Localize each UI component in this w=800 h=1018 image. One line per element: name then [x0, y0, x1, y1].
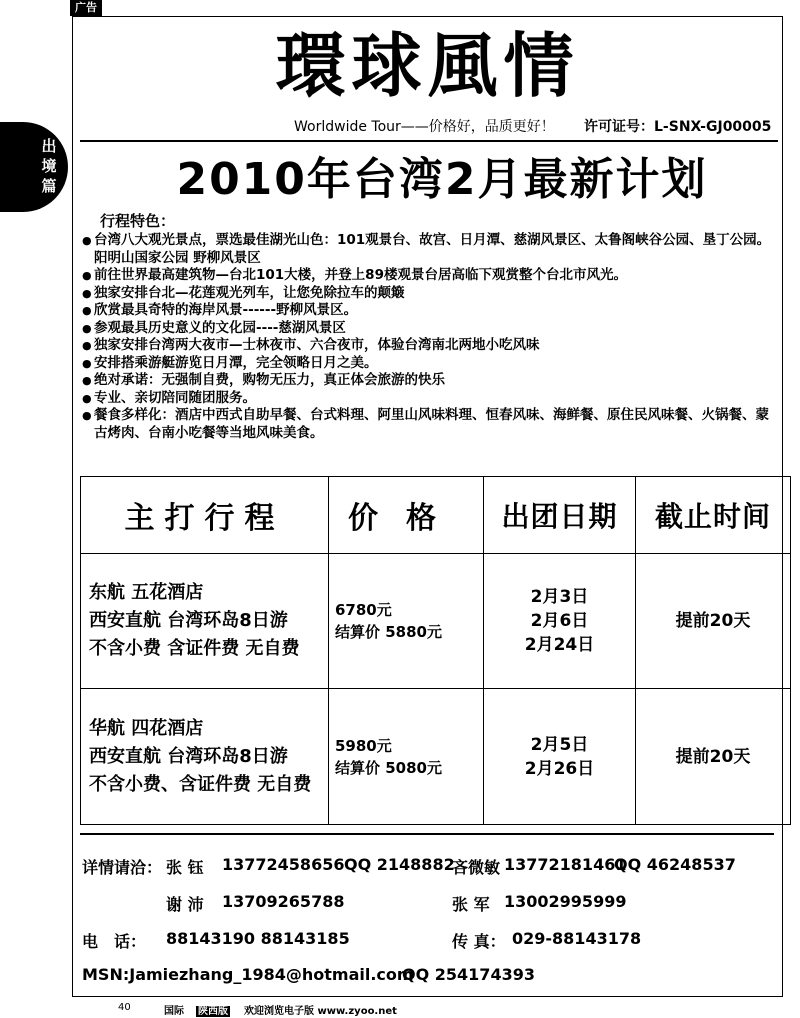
price-value: 5980元 — [335, 736, 392, 755]
settle-price: 结算价 5880元 — [335, 623, 442, 641]
section-tab-label: 出境篇 — [41, 137, 57, 195]
header-price: 价格 — [329, 477, 484, 554]
contact-phone: 13772458656 — [222, 855, 345, 874]
features-title: 行程特色： — [100, 212, 176, 230]
price-cell — [329, 689, 484, 825]
feature-item: ● 独家安排台湾两大夜市—士林夜市、六合夜市，体验台湾南北两地小吃风味 — [82, 337, 782, 355]
fax-label: 传 真： — [452, 932, 506, 951]
route-line: 不含小费 含证件费 无自费 — [89, 638, 300, 659]
tour-table — [80, 476, 791, 825]
price-cell — [329, 554, 484, 689]
settle-price: 结算价 5080元 — [335, 758, 442, 777]
ad-tag: 广告 — [70, 0, 102, 16]
depart-date: 2月6日 — [530, 611, 589, 631]
route-line: 西安直航 台湾环岛8日游 — [89, 745, 288, 767]
feature-item: ● 参观最具历史意义的文化园----慈湖风景区 — [82, 320, 782, 338]
feature-item: ● 绝对承诺：无强制自费，购物无压力，真正体会旅游的快乐 — [82, 372, 782, 390]
contact-name: 谢 沛 — [166, 895, 204, 914]
feature-item: ● 欣赏最具奇特的海岸风景------野柳风景区。 — [82, 302, 782, 320]
page-number: 40 — [118, 1002, 131, 1013]
tel-label: 电 话： — [82, 932, 147, 951]
contact-divider — [80, 833, 774, 835]
route-line: 东航 五花酒店 — [89, 582, 204, 603]
table-row — [81, 554, 791, 689]
contact-phone: 13002995999 — [504, 892, 627, 911]
deadline-cell: 提前20天 — [636, 689, 791, 825]
tel-number: 88143190 88143185 — [166, 929, 350, 948]
contact-qq: QQ 2148882 — [344, 855, 455, 874]
route-cell — [81, 689, 329, 825]
table-row — [81, 689, 791, 825]
headline: 2010年台湾2月最新计划 — [176, 154, 708, 205]
feature-item: ● 专业、亲切陪同随团服务。 — [82, 390, 782, 408]
route-line: 西安直航 台湾环岛8日游 — [89, 610, 288, 631]
contact-qq: QQ 46248537 — [614, 855, 736, 874]
brand-title: 環球風情 — [275, 24, 580, 107]
header-deadline: 截止时间 — [636, 477, 791, 554]
section-tab — [0, 122, 68, 212]
feature-item: ● 台湾八大观光景点，票选最佳湖光山色：101观景台、故宫、日月潭、慈湖风景区、太鲁阁峡谷公园、垦丁公园。阳明山国家公园 野柳风景区 — [82, 232, 782, 267]
features-list — [82, 232, 782, 442]
contact-phone: 13709265788 — [222, 892, 345, 911]
table-header-row — [81, 477, 791, 554]
header-divider — [80, 140, 778, 142]
price-value: 6780元 — [335, 601, 392, 619]
depart-date: 2月24日 — [524, 635, 595, 655]
contact-phone: 13772181461 — [504, 855, 627, 874]
route-line: 华航 四花酒店 — [89, 717, 204, 739]
footer-column: 国际 — [164, 1006, 184, 1017]
contact-name: 吝微敏 — [452, 858, 501, 877]
license-number: 许可证号：L-SNX-GJ00005 — [584, 119, 772, 135]
depart-date: 2月3日 — [530, 587, 589, 607]
dates-cell — [484, 689, 636, 825]
deadline-cell: 提前20天 — [636, 554, 791, 689]
route-line: 不含小费、含证件费 无自费 — [89, 773, 312, 795]
header-depart-date: 出团日期 — [484, 477, 636, 554]
feature-item: ● 前往世界最高建筑物—台北101大楼，并登上89楼观景台居高临下观赏整个台北市风光。 — [82, 267, 782, 285]
feature-item: ● 独家安排台北—花莲观光列车，让您免除拉车的颠簸 — [82, 285, 782, 303]
feature-item: ● 安排搭乘游艇游览日月潭，完全领略日月之美。 — [82, 355, 782, 373]
feature-item: ● 餐食多样化：酒店中西式自助早餐、台式料理、阿里山风味料理、恒春风味、海鲜餐、原住民风味餐、火锅餐、蒙古烤肉、台南小吃餐等当地风味美食。 — [82, 407, 782, 442]
dates-cell — [484, 554, 636, 689]
msn-address: MSN:Jamiezhang_1984@hotmail.com — [82, 965, 414, 984]
footer-edition — [196, 1002, 230, 1017]
tagline: Worldwide Tour——价格好，品质更好！ — [294, 119, 555, 135]
depart-date: 2月5日 — [530, 734, 589, 755]
contact-name: 张 钰 — [166, 858, 204, 877]
footer-note: 欢迎浏览电子版 www.zyoo.net — [244, 1006, 397, 1017]
fax-number: 029-88143178 — [512, 929, 642, 948]
contact-label: 详情请洽： — [82, 858, 163, 877]
contact-qq: QQ 254174393 — [402, 965, 535, 984]
depart-date: 2月26日 — [524, 758, 595, 779]
edition-badge: 陕西版 — [198, 1006, 228, 1017]
header-main-route: 主打行程 — [81, 477, 329, 554]
contact-name: 张 军 — [452, 895, 490, 914]
route-cell — [81, 554, 329, 689]
